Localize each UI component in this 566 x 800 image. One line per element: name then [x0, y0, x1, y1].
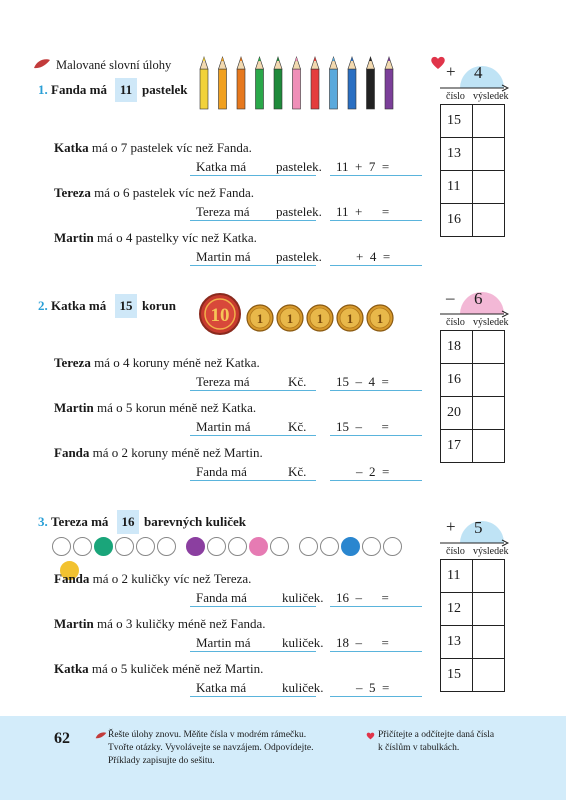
table-cell-result[interactable]	[473, 430, 505, 463]
answer-expression: 15 – =	[336, 419, 389, 434]
problem-text: Fanda má o 2 koruny méně než Martin.	[54, 445, 263, 460]
bead-icon	[207, 537, 226, 556]
answer-line	[190, 606, 316, 607]
coin-1-icon	[336, 304, 364, 332]
bead-icon	[73, 537, 92, 556]
problem-text: Martin má o 3 kuličky méně než Fanda.	[54, 616, 266, 631]
answer-name: Martin má	[196, 249, 251, 264]
problem-text: Tereza má o 4 koruny méně než Katka.	[54, 355, 260, 370]
bead-icon	[136, 537, 155, 556]
problem-text: Katka má o 7 pastelek víc než Fanda.	[54, 140, 252, 155]
svg-text:1: 1	[256, 311, 264, 326]
bead-icon	[157, 537, 176, 556]
answer-line	[190, 390, 316, 391]
table-row	[441, 105, 505, 138]
answer-unit: Kč.	[288, 419, 307, 434]
table-cell-result[interactable]	[473, 560, 505, 593]
ex3-lead: Tereza má	[51, 514, 109, 529]
answer-unit: pastelek.	[276, 249, 322, 264]
pencil-icon	[348, 57, 356, 109]
table-cell-result[interactable]	[473, 138, 505, 171]
ex2-tail: korun	[142, 298, 176, 313]
ex2-op-value: 6	[474, 289, 483, 308]
result-line	[330, 435, 422, 436]
svg-text:10: 10	[210, 305, 230, 326]
answer-expression: 15 – 4 =	[336, 374, 389, 389]
table-cell-number: 11	[441, 171, 473, 204]
table-cell-number: 15	[441, 659, 473, 692]
pencil-icon	[274, 57, 282, 109]
bead-icon	[249, 537, 268, 556]
answer-name: Katka má	[196, 159, 247, 174]
result-line	[330, 175, 422, 176]
bead-icon	[299, 537, 318, 556]
bead-icon	[52, 537, 71, 556]
result-line	[330, 696, 422, 697]
ex3-op-value: 5	[474, 518, 483, 537]
table-row	[441, 626, 505, 659]
ex3-col2: výsledek	[473, 546, 509, 557]
coin-10-icon	[198, 292, 242, 336]
answer-expression: – 5 =	[356, 680, 390, 695]
ex1-table	[440, 104, 505, 237]
table-cell-number: 12	[441, 593, 473, 626]
answer-expression: 18 – =	[336, 635, 389, 650]
table-cell-result[interactable]	[473, 593, 505, 626]
ex1-col2: výsledek	[473, 91, 509, 102]
problem-text: Katka má o 5 kuliček méně než Martin.	[54, 661, 264, 676]
table-row	[441, 397, 505, 430]
answer-name: Katka má	[196, 680, 247, 695]
bead-icon	[320, 537, 339, 556]
svg-text:1: 1	[316, 311, 324, 326]
svg-text:1: 1	[376, 311, 384, 326]
footer-left-text: Řešte úlohy znovu. Měňte čísla v modrém rámečku. Tvořte otázky. Vyvolávejte se navzájem. Odpovídejte. Příklady zapisujte do sešitu.	[108, 730, 314, 766]
table-row	[441, 659, 505, 692]
pencil-icon	[367, 57, 375, 109]
ex3-number: 3.	[38, 514, 48, 529]
answer-unit: pastelek.	[276, 204, 322, 219]
ex1-boxed-number: 11	[115, 78, 137, 102]
answer-unit: Kč.	[288, 464, 307, 479]
bead-icon	[383, 537, 402, 556]
ex3-tail: barevných kuliček	[144, 514, 246, 529]
table-row	[441, 430, 505, 463]
ex2-col2: výsledek	[473, 317, 509, 328]
bead-icon	[186, 537, 205, 556]
svg-text:1: 1	[346, 311, 354, 326]
table-row	[441, 331, 505, 364]
result-line	[330, 606, 422, 607]
table-row	[441, 138, 505, 171]
answer-name: Tereza má	[196, 374, 250, 389]
answer-line	[190, 651, 316, 652]
svg-text:1: 1	[286, 311, 294, 326]
pencil-icon	[385, 57, 393, 109]
ex1-lead: Fanda má	[51, 82, 107, 97]
table-cell-number: 15	[441, 105, 473, 138]
coin-1-icon	[366, 304, 394, 332]
ex1-number: 1.	[38, 82, 48, 97]
pencils-illustration	[196, 55, 404, 111]
pencil-icon	[200, 57, 208, 109]
ex1-table-header	[440, 60, 510, 104]
ex1-tail: pastelek	[142, 82, 188, 97]
table-row	[441, 171, 505, 204]
answer-line	[190, 220, 316, 221]
ex2-boxed-number: 15	[115, 294, 137, 318]
answer-line	[190, 480, 316, 481]
result-line	[330, 390, 422, 391]
pencil-icon	[256, 57, 264, 109]
brush-icon	[33, 58, 51, 70]
table-cell-number: 13	[441, 138, 473, 171]
page-title: Malované slovní úlohy	[56, 58, 172, 72]
problem-text: Fanda má o 2 kuličky víc než Tereza.	[54, 571, 252, 586]
table-cell-number: 16	[441, 204, 473, 237]
answer-name: Fanda má	[196, 464, 247, 479]
brush-icon-footer	[95, 731, 107, 740]
pencil-icon	[219, 57, 227, 109]
coin-1-icon	[276, 304, 304, 332]
ex2-lead: Katka má	[51, 298, 107, 313]
pencil-icon	[330, 57, 338, 109]
ex3-col1: číslo	[446, 546, 465, 557]
answer-expression: 11 + 7 =	[336, 159, 390, 174]
answer-unit: kuliček.	[282, 680, 324, 695]
table-cell-number: 18	[441, 331, 473, 364]
ex1-op-value: 4	[474, 63, 483, 82]
table-row	[441, 204, 505, 237]
table-cell-result[interactable]	[473, 397, 505, 430]
answer-line	[190, 696, 316, 697]
bead-icon	[270, 537, 289, 556]
answer-expression: – 2 =	[356, 464, 390, 479]
ex1-col1: číslo	[446, 91, 465, 102]
result-line	[330, 265, 422, 266]
heart-icon-footer	[366, 732, 375, 740]
answer-line	[190, 435, 316, 436]
answer-name: Martin má	[196, 419, 251, 434]
coin-1-icon	[246, 304, 274, 332]
ex3-op: +	[446, 517, 456, 536]
problem-text: Martin má o 5 korun méně než Katka.	[54, 400, 257, 415]
result-line	[330, 651, 422, 652]
heart-icon	[430, 56, 446, 70]
table-cell-number: 17	[441, 430, 473, 463]
table-cell-number: 20	[441, 397, 473, 430]
ex2-table-header	[440, 286, 510, 330]
answer-unit: Kč.	[288, 374, 307, 389]
problem-text: Martin má o 4 pastelky víc než Katka.	[54, 230, 257, 245]
table-cell-result[interactable]	[473, 171, 505, 204]
table-cell-result[interactable]	[473, 364, 505, 397]
bead-icon	[94, 537, 113, 556]
ex1-op: +	[446, 62, 456, 81]
table-cell-result[interactable]	[473, 105, 505, 138]
answer-name: Martin má	[196, 635, 251, 650]
result-line	[330, 480, 422, 481]
result-line	[330, 220, 422, 221]
ex2-op: –	[446, 288, 455, 307]
table-row	[441, 560, 505, 593]
pencil-icon	[293, 57, 301, 109]
bead-icon	[341, 537, 360, 556]
table-cell-result[interactable]	[473, 626, 505, 659]
answer-unit: pastelek.	[276, 159, 322, 174]
table-cell-number: 13	[441, 626, 473, 659]
beads-row	[52, 537, 422, 559]
bead-icon	[115, 537, 134, 556]
ex2-number: 2.	[38, 298, 48, 313]
bead-icon	[362, 537, 381, 556]
answer-line	[190, 265, 316, 266]
answer-line	[190, 175, 316, 176]
answer-name: Tereza má	[196, 204, 250, 219]
page-number: 62	[54, 730, 70, 747]
ex3-table	[440, 559, 505, 692]
coin-1-icon	[306, 304, 334, 332]
table-cell-result[interactable]	[473, 331, 505, 364]
answer-expression: 11 + =	[336, 204, 390, 219]
problem-text: Tereza má o 6 pastelek víc než Fanda.	[54, 185, 254, 200]
ex3-boxed-number: 16	[117, 510, 139, 534]
table-cell-number: 16	[441, 364, 473, 397]
table-cell-number: 11	[441, 560, 473, 593]
ex2-table	[440, 330, 505, 463]
table-row	[441, 593, 505, 626]
answer-name: Fanda má	[196, 590, 247, 605]
footer-right-text: Přičítejte a odčítejte daná čísla k číslům v tabulkách.	[378, 730, 495, 753]
pencil-icon	[237, 57, 245, 109]
table-row	[441, 364, 505, 397]
answer-unit: kuliček.	[282, 635, 324, 650]
answer-unit: kuliček.	[282, 590, 324, 605]
ex3-table-header	[440, 515, 510, 559]
table-cell-result[interactable]	[473, 659, 505, 692]
table-cell-result[interactable]	[473, 204, 505, 237]
ex2-col1: číslo	[446, 317, 465, 328]
bead-icon	[228, 537, 247, 556]
answer-expression: 16 – =	[336, 590, 389, 605]
pencil-icon	[311, 57, 319, 109]
answer-expression: + 4 =	[356, 249, 391, 264]
